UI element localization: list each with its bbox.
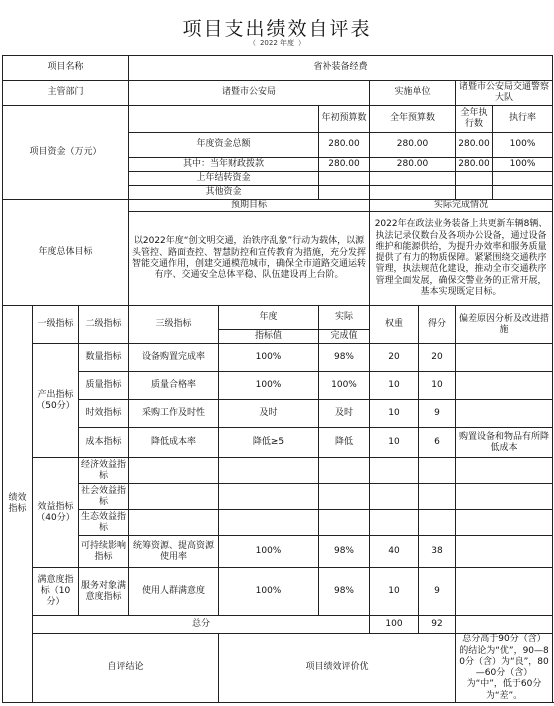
level3-cell: 统筹资源、提高资源使用率 xyxy=(129,536,219,568)
funds-executed xyxy=(456,172,493,186)
funds-full: 280.00 xyxy=(370,158,456,172)
analysis-header: 偏差原因分析及改进措施 xyxy=(456,306,553,344)
funds-executed xyxy=(456,186,493,200)
analysis-cell: 购置设备和物品有所降低成本 xyxy=(456,428,553,458)
indicator-row xyxy=(3,344,553,372)
total-score: 92 xyxy=(419,616,456,634)
funds-full xyxy=(370,186,456,200)
funds-header-full: 全年预算数 xyxy=(370,106,456,133)
level2-cell: 社会效益指标 xyxy=(79,484,129,510)
dept-label: 主管部门 xyxy=(3,81,129,106)
level2-cell: 经济效益指标 xyxy=(79,458,129,484)
score-cell: 10 xyxy=(419,372,456,400)
expected-goal-text: 以2022年度“创文明交通，治铁序乱象”行动为载体，以源头管控、路面查控、智慧防控和宣传教育为措施，充分发挥智能交通作用，创建交通模范城市，确保全市道路交通运转有序、交通安全总体平稳、队伍建设再上台阶。 xyxy=(129,212,370,306)
analysis-cell xyxy=(456,568,553,616)
funds-rate xyxy=(493,172,553,186)
indicator-row xyxy=(3,400,553,428)
level3-cell: 质量合格率 xyxy=(129,372,219,400)
satisfaction-label: 满意度指标（10分） xyxy=(33,568,79,616)
funds-rate: 100% xyxy=(493,158,553,172)
analysis-cell xyxy=(456,344,553,372)
funds-rate: 100% xyxy=(493,133,553,158)
score-cell xyxy=(419,510,456,536)
indicator-row xyxy=(3,458,553,484)
goals-label: 年度总体目标 xyxy=(3,200,129,306)
evaluation-table xyxy=(2,55,553,703)
funds-header-executed: 全年执行数 xyxy=(456,106,493,133)
target-cell: 100% xyxy=(219,536,319,568)
actual-label: 实际完成情况 xyxy=(370,200,553,212)
analysis-cell xyxy=(456,484,553,510)
department-row xyxy=(3,81,553,106)
analysis-cell xyxy=(456,372,553,400)
impl-value: 诸暨市公安局交通警察大队 xyxy=(456,81,553,106)
actual-cell: 降低 xyxy=(319,428,370,458)
page-title: 项目支出绩效自评表 xyxy=(182,18,372,40)
total-weight: 100 xyxy=(370,616,419,634)
funds-executed: 280.00 xyxy=(456,133,493,158)
level2-cell: 数量指标 xyxy=(79,344,129,372)
level3-cell: 使用人群满意度 xyxy=(129,568,219,616)
actual-top-header: 实际 xyxy=(319,306,370,330)
analysis-cell xyxy=(456,400,553,428)
funds-row-label: 年度资金总额 xyxy=(129,133,319,158)
funds-rate xyxy=(493,186,553,200)
score-cell xyxy=(419,458,456,484)
weight-cell: 20 xyxy=(370,344,419,372)
goals-header-row xyxy=(3,200,553,212)
weight-header: 权重 xyxy=(370,306,419,344)
level2-cell: 可持续影响指标 xyxy=(79,536,129,568)
level1-header: 一级指标 xyxy=(33,306,79,344)
target-cell xyxy=(219,510,319,536)
impl-label: 实施单位 xyxy=(370,81,456,106)
level2-cell: 成本指标 xyxy=(79,428,129,458)
funds-full: 280.00 xyxy=(370,133,456,158)
funds-header-initial: 年初预算数 xyxy=(319,106,370,133)
target-cell xyxy=(219,484,319,510)
analysis-cell xyxy=(456,510,553,536)
weight-cell xyxy=(370,484,419,510)
funds-initial xyxy=(319,172,370,186)
actual-cell xyxy=(319,510,370,536)
project-name-value: 省补装备经费 xyxy=(129,56,553,81)
funds-header-rate: 执行率 xyxy=(493,106,553,133)
level3-cell: 采购工作及时性 xyxy=(129,400,219,428)
total-row xyxy=(3,616,553,634)
weight-cell xyxy=(370,510,419,536)
analysis-cell xyxy=(456,458,553,484)
level3-header: 三级指标 xyxy=(129,306,219,344)
level3-cell xyxy=(129,484,219,510)
indicator-row xyxy=(3,510,553,536)
target-cell: 降低≥5 xyxy=(219,428,319,458)
actual-cell xyxy=(319,484,370,510)
indicator-row xyxy=(3,484,553,510)
weight-cell: 10 xyxy=(370,568,419,616)
level2-cell: 时效指标 xyxy=(79,400,129,428)
score-header: 得分 xyxy=(419,306,456,344)
funds-header-row xyxy=(3,106,553,133)
actual-cell: 98% xyxy=(319,344,370,372)
weight-cell: 10 xyxy=(370,400,419,428)
target-header: 指标值 xyxy=(219,330,319,344)
indicator-header-row xyxy=(3,306,553,330)
level2-cell: 质量指标 xyxy=(79,372,129,400)
actual-cell xyxy=(319,458,370,484)
target-cell: 及时 xyxy=(219,400,319,428)
funds-row-label: 上年结转资金 xyxy=(129,172,319,186)
actual-cell: 98% xyxy=(319,568,370,616)
funds-label: 项目资金（万元） xyxy=(3,106,129,200)
indicator-row xyxy=(3,536,553,568)
score-cell: 38 xyxy=(419,536,456,568)
year-label: 2022 年度 xyxy=(259,39,295,47)
funds-header-blank xyxy=(129,106,319,133)
funds-full xyxy=(370,172,456,186)
effect-label: 效益指标（40分） xyxy=(33,458,79,568)
year-subtitle xyxy=(0,38,554,48)
weight-cell xyxy=(370,458,419,484)
funds-initial: 280.00 xyxy=(319,158,370,172)
level3-cell xyxy=(129,458,219,484)
weight-cell: 10 xyxy=(370,428,419,458)
expected-label: 预期目标 xyxy=(129,200,370,212)
score-cell: 9 xyxy=(419,400,456,428)
target-cell: 100% xyxy=(219,344,319,372)
indicator-row xyxy=(3,372,553,400)
weight-cell: 10 xyxy=(370,372,419,400)
level3-cell: 降低成本率 xyxy=(129,428,219,458)
perf-label: 绩效指标 xyxy=(3,306,33,703)
conclusion-value: 项目绩效评价优 xyxy=(219,634,456,703)
score-cell: 6 xyxy=(419,428,456,458)
funds-initial: 280.00 xyxy=(319,133,370,158)
project-name-label: 项目名称 xyxy=(3,56,129,81)
level3-cell xyxy=(129,510,219,536)
indicator-row xyxy=(3,428,553,458)
level2-cell: 服务对象满意度指标 xyxy=(79,568,129,616)
conclusion-label: 自评结论 xyxy=(33,634,219,703)
level3-cell: 设备购置完成率 xyxy=(129,344,219,372)
total-analysis xyxy=(456,616,553,634)
actual-cell: 98% xyxy=(319,536,370,568)
actual-bottom-header: 完成值 xyxy=(319,330,370,344)
actual-goal-text: 2022年在政法业务装备上共更新车辆8辆、执法记录仪数台及各项办公设备，通过设备维护和能源供给，为提升办效率和服务质量提供了有力的物质保障。紧紧围绕交通秩序管理，执法规范化建设，推动全市交通秩序管理全面发展，确保交警业务的正常开展，基本实现既定目标。 xyxy=(370,212,553,306)
analysis-cell xyxy=(456,536,553,568)
weight-cell: 40 xyxy=(370,536,419,568)
target-cell: 100% xyxy=(219,568,319,616)
conclusion-note: 总分高于90分（含）的结论为“优”，90—80分（含）为“良”，80—60分（含）为“中”，低于60分为“差”。 xyxy=(456,634,553,703)
funds-initial xyxy=(319,186,370,200)
target-cell xyxy=(219,458,319,484)
actual-cell: 及时 xyxy=(319,400,370,428)
year-bracket-right: ） xyxy=(298,39,306,47)
total-label: 总分 xyxy=(33,616,370,634)
target-cell: 100% xyxy=(219,372,319,400)
conclusion-row xyxy=(3,634,553,703)
actual-cell: 100% xyxy=(319,372,370,400)
funds-executed: 280.00 xyxy=(456,158,493,172)
score-cell: 20 xyxy=(419,344,456,372)
dept-value: 诸暨市公安局 xyxy=(129,81,370,106)
year-bracket-left: （ xyxy=(248,39,256,47)
level2-cell: 生态效益指标 xyxy=(79,510,129,536)
level2-header: 二级指标 xyxy=(79,306,129,344)
funds-row-label: 其中：当年财政拨款 xyxy=(129,158,319,172)
funds-row-label: 其他资金 xyxy=(129,186,319,200)
score-cell xyxy=(419,484,456,510)
annual-header: 年度 xyxy=(219,306,319,330)
project-name-row xyxy=(3,56,553,81)
indicator-row xyxy=(3,568,553,616)
output-label: 产出指标（50分） xyxy=(33,344,79,458)
score-cell: 9 xyxy=(419,568,456,616)
